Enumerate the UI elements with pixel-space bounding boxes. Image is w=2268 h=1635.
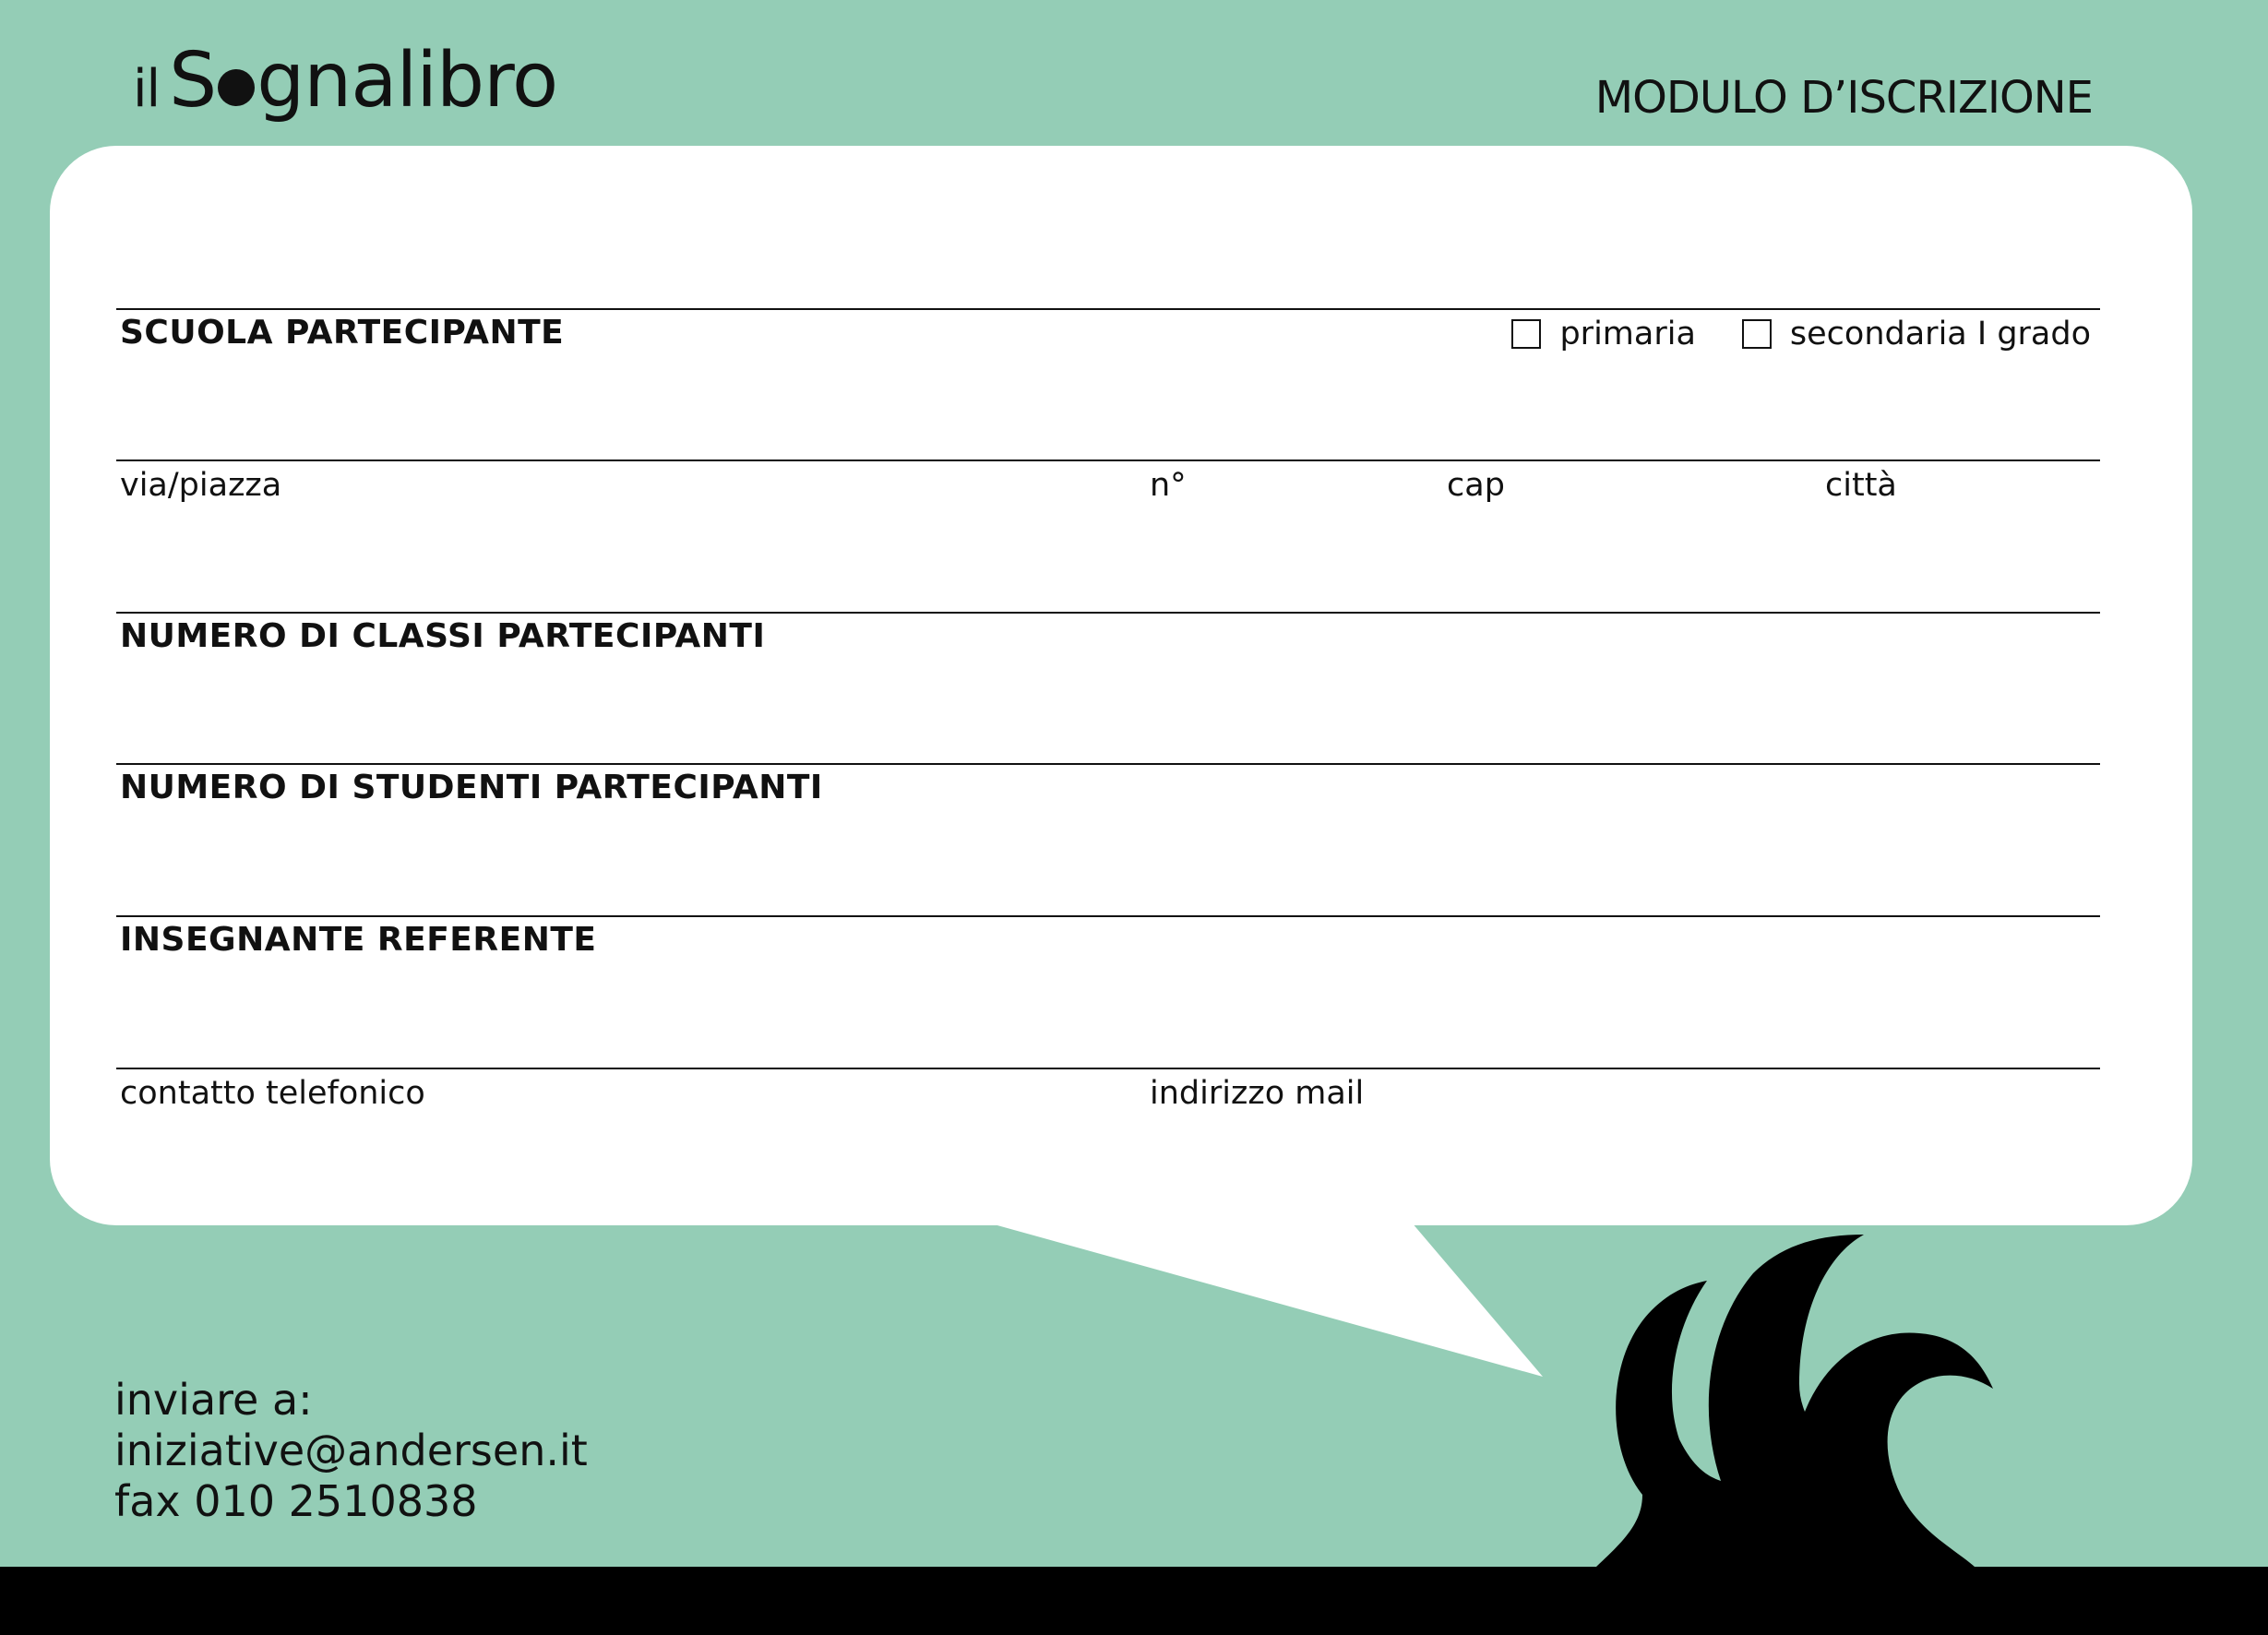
logo-rest: gnalibro bbox=[257, 37, 558, 125]
form-title: MODULO D’ISCRIZIONE bbox=[1594, 72, 2093, 124]
checkbox-secondaria[interactable] bbox=[1742, 319, 1772, 349]
school-type-options bbox=[1465, 316, 2091, 352]
students-label: NUMERO DI STUDENTI PARTECIPANTI bbox=[120, 769, 823, 806]
row-contact[interactable] bbox=[116, 1068, 2100, 1112]
logo-prefix: il bbox=[133, 59, 161, 119]
send-to-label: inviare a: bbox=[114, 1375, 313, 1425]
row-school[interactable] bbox=[116, 308, 2100, 352]
number-label: n° bbox=[1150, 467, 1187, 504]
option-primaria[interactable] bbox=[1511, 316, 1695, 352]
city-label: città bbox=[1825, 467, 1897, 504]
phone-label: contatto telefonico bbox=[120, 1075, 425, 1112]
row-teacher[interactable] bbox=[116, 915, 2100, 959]
logo-s: S bbox=[169, 37, 217, 125]
bottom-bar bbox=[0, 1567, 2268, 1635]
row-students[interactable] bbox=[116, 763, 2100, 806]
option-secondaria[interactable] bbox=[1742, 316, 2091, 352]
teacher-label: INSEGNANTE REFERENTE bbox=[120, 921, 597, 959]
classes-label: NUMERO DI CLASSI PARTECIPANTI bbox=[120, 617, 766, 655]
row-classes[interactable] bbox=[116, 612, 2100, 655]
send-fax: fax 010 2510838 bbox=[114, 1476, 478, 1526]
email-label: indirizzo mail bbox=[1150, 1075, 1365, 1112]
send-instructions bbox=[114, 1375, 588, 1527]
checkbox-primaria[interactable] bbox=[1511, 319, 1541, 349]
send-email[interactable]: iniziative@andersen.it bbox=[114, 1426, 588, 1475]
option-primaria-label: primaria bbox=[1559, 316, 1696, 352]
creature-silhouette-icon bbox=[1569, 1218, 2067, 1587]
school-label: SCUOLA PARTECIPANTE bbox=[120, 314, 565, 352]
row-address[interactable] bbox=[116, 459, 2100, 504]
cap-label: cap bbox=[1447, 467, 1505, 504]
street-label: via/piazza bbox=[120, 467, 282, 504]
option-secondaria-label: secondaria I grado bbox=[1789, 316, 2091, 352]
